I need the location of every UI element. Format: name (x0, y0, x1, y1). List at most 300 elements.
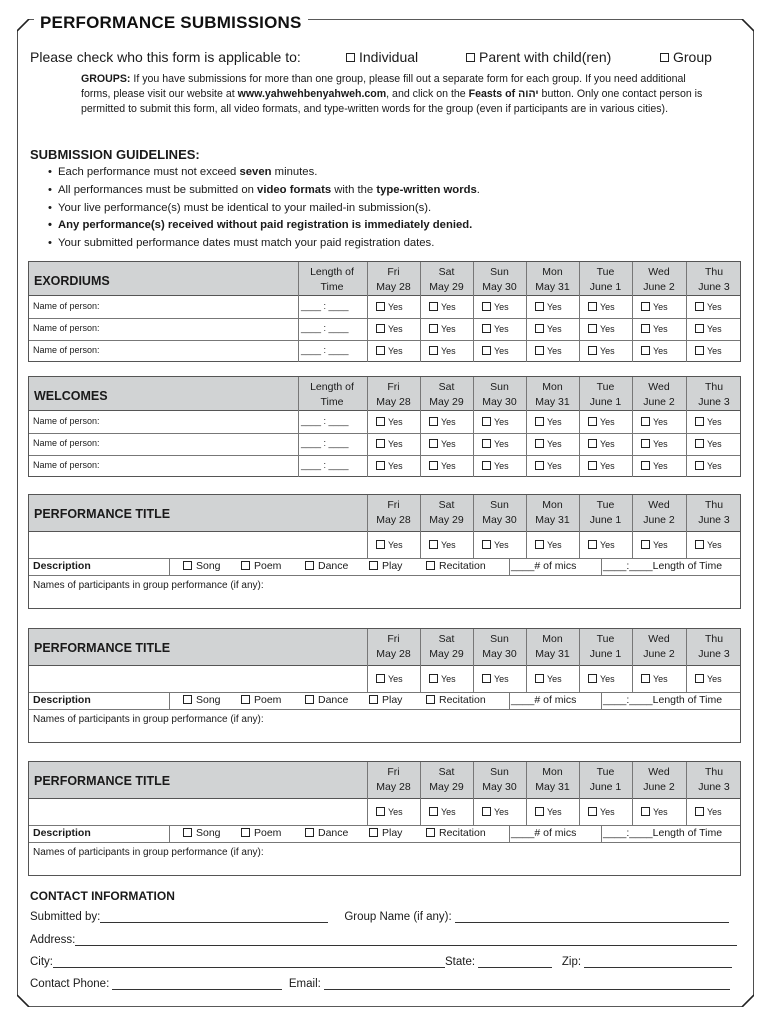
day-header-tue: Tue June 1 (589, 381, 622, 408)
yes-checkbox[interactable]: Yes (695, 346, 722, 356)
column-divider (601, 825, 602, 842)
column-divider (509, 825, 510, 842)
column-divider (420, 629, 421, 692)
row-divider (29, 340, 740, 341)
yes-checkbox[interactable]: Yes (535, 807, 562, 817)
column-divider (169, 692, 170, 709)
column-divider (420, 762, 421, 825)
column-divider (526, 629, 527, 692)
column-divider (509, 558, 510, 575)
yes-checkbox[interactable]: Yes (376, 346, 403, 356)
column-divider (632, 377, 633, 477)
performance-title-field[interactable] (29, 666, 367, 692)
mics-field[interactable]: ____# of mics (511, 694, 577, 706)
checkbox[interactable] (183, 561, 192, 570)
yes-checkbox[interactable]: Yes (588, 302, 615, 312)
applicable-row (30, 49, 712, 65)
submitted-by-field[interactable] (100, 912, 328, 923)
length-field[interactable]: ____ : ____ (301, 438, 349, 448)
yes-checkbox[interactable]: Yes (641, 439, 668, 449)
column-divider (526, 762, 527, 825)
checkbox[interactable] (466, 53, 475, 62)
checkbox[interactable] (429, 324, 438, 333)
yes-checkbox[interactable]: Yes (376, 302, 403, 312)
checkbox[interactable] (588, 674, 597, 683)
day-header-mon: Mon May 31 (535, 499, 570, 526)
yes-checkbox[interactable]: Yes (429, 461, 456, 471)
option-individual[interactable]: Individual (346, 49, 418, 65)
mics-field[interactable]: ____# of mics (511, 827, 577, 839)
name-of-person-field[interactable]: Name of person: (33, 416, 100, 426)
column-divider (601, 558, 602, 575)
yes-checkbox[interactable]: Yes (695, 674, 722, 684)
yes-checkbox[interactable]: Yes (535, 461, 562, 471)
type-option-song[interactable]: Song (183, 560, 221, 572)
yes-checkbox[interactable]: Yes (482, 674, 509, 684)
checkbox[interactable] (429, 807, 438, 816)
yes-checkbox[interactable]: Yes (641, 674, 668, 684)
performance-title-field[interactable] (29, 799, 367, 825)
row-divider (29, 433, 740, 434)
column-divider (473, 762, 474, 825)
address-field[interactable] (75, 935, 737, 946)
checkbox[interactable] (305, 828, 314, 837)
checkbox[interactable] (535, 324, 544, 333)
day-header-sat: Sat May 29 (429, 499, 464, 526)
row-divider (29, 825, 740, 826)
checkbox[interactable] (535, 346, 544, 355)
checkbox[interactable] (641, 540, 650, 549)
checkbox[interactable] (535, 540, 544, 549)
exordiums-section (28, 261, 741, 362)
column-divider (473, 629, 474, 692)
checkbox[interactable] (241, 561, 250, 570)
yes-checkbox[interactable]: Yes (588, 461, 615, 471)
yes-checkbox[interactable]: Yes (482, 807, 509, 817)
yes-checkbox[interactable]: Yes (641, 302, 668, 312)
yes-checkbox[interactable]: Yes (535, 417, 562, 427)
yes-checkbox[interactable]: Yes (641, 346, 668, 356)
yes-checkbox[interactable]: Yes (641, 324, 668, 334)
section-title: WELCOMES (34, 389, 108, 403)
checkbox[interactable] (588, 417, 597, 426)
email-field[interactable] (324, 979, 730, 990)
option-group[interactable]: Group (660, 49, 712, 65)
yes-checkbox[interactable]: Yes (695, 807, 722, 817)
yes-checkbox[interactable]: Yes (376, 417, 403, 427)
yes-checkbox[interactable]: Yes (695, 324, 722, 334)
checkbox[interactable] (183, 828, 192, 837)
yes-checkbox[interactable]: Yes (429, 674, 456, 684)
checkbox[interactable] (641, 417, 650, 426)
type-option-recitation[interactable]: Recitation (426, 694, 486, 706)
contact-row-4: Contact Phone: Email: (30, 978, 730, 990)
row-divider (29, 692, 740, 693)
length-field[interactable]: ____ : ____ (301, 301, 349, 311)
yes-checkbox[interactable]: Yes (535, 346, 562, 356)
column-divider (686, 495, 687, 558)
checkbox[interactable] (376, 461, 385, 470)
column-divider (169, 825, 170, 842)
column-divider (686, 762, 687, 825)
checkbox[interactable] (695, 807, 704, 816)
row-divider (29, 455, 740, 456)
yes-checkbox[interactable]: Yes (429, 302, 456, 312)
checkbox[interactable] (369, 561, 378, 570)
checkbox[interactable] (641, 461, 650, 470)
section-title: EXORDIUMS (34, 274, 110, 288)
type-option-recitation[interactable]: Recitation (426, 827, 486, 839)
checkbox[interactable] (535, 417, 544, 426)
participants-field[interactable]: Names of participants in group performance (if any): (33, 714, 264, 725)
column-divider (420, 262, 421, 362)
checkbox[interactable] (482, 417, 491, 426)
welcomes-section (28, 376, 741, 477)
contact-row-3: City: State: Zip: (30, 956, 732, 968)
participants-field[interactable]: Names of participants in group performance (if any): (33, 580, 264, 591)
day-header-sat: Sat May 29 (429, 766, 464, 793)
type-option-poem[interactable]: Poem (241, 694, 281, 706)
yes-checkbox[interactable]: Yes (588, 807, 615, 817)
day-header-sun: Sun May 30 (482, 766, 517, 793)
guideline-item: • Each performance must not exceed seven minutes. (58, 164, 480, 182)
column-divider (632, 629, 633, 692)
yes-checkbox[interactable]: Yes (535, 324, 562, 334)
checkbox[interactable] (429, 461, 438, 470)
checkbox[interactable] (482, 674, 491, 683)
group-name-field[interactable] (455, 912, 729, 923)
checkbox[interactable] (695, 439, 704, 448)
column-divider (526, 377, 527, 477)
day-header-thu: Thu June 3 (698, 633, 730, 660)
day-header-sat: Sat May 29 (429, 381, 464, 408)
yes-checkbox[interactable]: Yes (695, 540, 722, 550)
performance-title-field[interactable] (29, 532, 367, 558)
guideline-item: • Your live performance(s) must be identical to your mailed-in submission(s). (58, 200, 480, 218)
checkbox[interactable] (482, 346, 491, 355)
column-divider (632, 762, 633, 825)
checkbox[interactable] (641, 807, 650, 816)
checkbox[interactable] (305, 695, 314, 704)
type-option-song[interactable]: Song (183, 827, 221, 839)
checkbox[interactable] (376, 324, 385, 333)
checkbox[interactable] (482, 302, 491, 311)
yes-checkbox[interactable]: Yes (535, 302, 562, 312)
contact-row-1: Submitted by: Group Name (if any): (30, 911, 729, 923)
yes-checkbox[interactable]: Yes (588, 324, 615, 334)
column-divider (579, 762, 580, 825)
day-header-sat: Sat May 29 (429, 266, 464, 293)
yes-checkbox[interactable]: Yes (482, 417, 509, 427)
day-header-mon: Mon May 31 (535, 266, 570, 293)
yes-checkbox[interactable]: Yes (588, 417, 615, 427)
page-title: PERFORMANCE SUBMISSIONS (34, 13, 308, 33)
checkbox[interactable] (369, 695, 378, 704)
length-field[interactable]: ____ : ____ (301, 460, 349, 470)
type-option-play[interactable]: Play (369, 560, 402, 572)
section-title: PERFORMANCE TITLE (34, 507, 171, 521)
contact-row-2: Address: (30, 934, 737, 946)
checkbox[interactable] (482, 807, 491, 816)
checkbox[interactable] (588, 439, 597, 448)
column-divider (473, 377, 474, 477)
checkbox[interactable] (426, 695, 435, 704)
yes-checkbox[interactable]: Yes (641, 417, 668, 427)
yes-checkbox[interactable]: Yes (429, 417, 456, 427)
checkbox[interactable] (482, 439, 491, 448)
column-divider (367, 629, 368, 692)
website-link[interactable]: www.yahwehbenyahweh.com (237, 88, 387, 100)
column-divider (579, 629, 580, 692)
length-field[interactable]: ____ : ____ (301, 416, 349, 426)
phone-field[interactable] (112, 979, 282, 990)
length-field[interactable]: ____ : ____ (301, 323, 349, 333)
day-header-mon: Mon May 31 (535, 633, 570, 660)
participants-field[interactable]: Names of participants in group performance (if any): (33, 847, 264, 858)
yes-checkbox[interactable]: Yes (695, 439, 722, 449)
column-divider (298, 377, 299, 477)
day-header-sun: Sun May 30 (482, 633, 517, 660)
checkbox[interactable] (695, 674, 704, 683)
column-divider (367, 762, 368, 825)
checkbox[interactable] (641, 439, 650, 448)
column-divider (473, 262, 474, 362)
yes-checkbox[interactable]: Yes (535, 674, 562, 684)
column-divider (367, 495, 368, 558)
checkbox[interactable] (376, 807, 385, 816)
guidelines-list (58, 164, 480, 253)
name-of-person-field[interactable]: Name of person: (33, 438, 100, 448)
checkbox[interactable] (535, 439, 544, 448)
row-divider (29, 558, 740, 559)
column-divider (601, 692, 602, 709)
checkbox[interactable] (695, 417, 704, 426)
checkbox[interactable] (429, 540, 438, 549)
checkbox[interactable] (426, 828, 435, 837)
checkbox[interactable] (429, 417, 438, 426)
checkbox[interactable] (535, 302, 544, 311)
mics-field[interactable]: ____# of mics (511, 560, 577, 572)
checkbox[interactable] (588, 807, 597, 816)
type-option-dance[interactable]: Dance (305, 827, 348, 839)
yes-checkbox[interactable]: Yes (641, 540, 668, 550)
yes-checkbox[interactable]: Yes (376, 461, 403, 471)
checkbox[interactable] (376, 346, 385, 355)
city-field[interactable] (53, 957, 445, 968)
description-label: Description (33, 694, 91, 706)
yes-checkbox[interactable]: Yes (376, 439, 403, 449)
type-option-play[interactable]: Play (369, 694, 402, 706)
name-of-person-field[interactable]: Name of person: (33, 460, 100, 470)
checkbox[interactable] (535, 674, 544, 683)
checkbox[interactable] (641, 674, 650, 683)
day-header-wed: Wed June 2 (643, 633, 675, 660)
yes-checkbox[interactable]: Yes (588, 540, 615, 550)
yes-checkbox[interactable]: Yes (535, 439, 562, 449)
type-option-dance[interactable]: Dance (305, 694, 348, 706)
performance-section-3 (28, 761, 741, 876)
performance-section-2 (28, 628, 741, 743)
checkbox[interactable] (695, 302, 704, 311)
column-divider (509, 692, 510, 709)
length-field[interactable]: ____ : ____ (301, 345, 349, 355)
day-header-sun: Sun May 30 (482, 266, 517, 293)
yes-checkbox[interactable]: Yes (429, 346, 456, 356)
yes-checkbox[interactable]: Yes (695, 461, 722, 471)
checkbox[interactable] (695, 540, 704, 549)
yes-checkbox[interactable]: Yes (588, 346, 615, 356)
yes-checkbox[interactable]: Yes (482, 540, 509, 550)
checkbox[interactable] (535, 461, 544, 470)
checkbox[interactable] (660, 53, 669, 62)
yes-checkbox[interactable]: Yes (429, 324, 456, 334)
type-option-play[interactable]: Play (369, 827, 402, 839)
description-label: Description (33, 560, 91, 572)
checkbox[interactable] (376, 302, 385, 311)
checkbox[interactable] (641, 346, 650, 355)
day-header-tue: Tue June 1 (589, 766, 622, 793)
column-divider (686, 629, 687, 692)
column-divider (686, 377, 687, 477)
guideline-item: • Your submitted performance dates must match your paid registration dates. (58, 235, 480, 253)
yes-checkbox[interactable]: Yes (376, 674, 403, 684)
yes-checkbox[interactable]: Yes (376, 324, 403, 334)
yes-checkbox[interactable]: Yes (376, 540, 403, 550)
column-divider (298, 262, 299, 362)
length-of-time-header: Length of Time (310, 381, 354, 408)
checkbox[interactable] (588, 324, 597, 333)
name-of-person-field[interactable]: Name of person: (33, 301, 100, 311)
column-divider (526, 262, 527, 362)
column-divider (367, 262, 368, 362)
checkbox[interactable] (482, 324, 491, 333)
checkbox[interactable] (429, 439, 438, 448)
yes-checkbox[interactable]: Yes (482, 324, 509, 334)
column-divider (420, 377, 421, 477)
yes-checkbox[interactable]: Yes (429, 540, 456, 550)
option-parent[interactable]: Parent with child(ren) (466, 49, 611, 65)
checkbox[interactable] (588, 540, 597, 549)
type-option-dance[interactable]: Dance (305, 560, 348, 572)
checkbox[interactable] (695, 461, 704, 470)
name-of-person-field[interactable]: Name of person: (33, 323, 100, 333)
yes-checkbox[interactable]: Yes (641, 461, 668, 471)
checkbox[interactable] (641, 302, 650, 311)
type-option-recitation[interactable]: Recitation (426, 560, 486, 572)
type-option-poem[interactable]: Poem (241, 560, 281, 572)
day-header-sun: Sun May 30 (482, 381, 517, 408)
column-divider (632, 262, 633, 362)
day-header-thu: Thu June 3 (698, 266, 730, 293)
checkbox[interactable] (482, 461, 491, 470)
column-divider (473, 495, 474, 558)
checkbox[interactable] (429, 346, 438, 355)
checkbox[interactable] (376, 417, 385, 426)
yes-checkbox[interactable]: Yes (535, 540, 562, 550)
checkbox[interactable] (376, 540, 385, 549)
checkbox[interactable] (588, 461, 597, 470)
yes-checkbox[interactable]: Yes (429, 439, 456, 449)
length-field[interactable]: ____:____Length of Time (603, 560, 723, 572)
checkbox[interactable] (429, 302, 438, 311)
checkbox[interactable] (695, 346, 704, 355)
yes-checkbox[interactable]: Yes (429, 807, 456, 817)
yes-checkbox[interactable]: Yes (641, 807, 668, 817)
checkbox[interactable] (535, 807, 544, 816)
day-header-tue: Tue June 1 (589, 633, 622, 660)
checkbox[interactable] (641, 324, 650, 333)
yes-checkbox[interactable]: Yes (482, 461, 509, 471)
length-field[interactable]: ____:____Length of Time (603, 694, 723, 706)
checkbox[interactable] (376, 674, 385, 683)
checkbox[interactable] (346, 53, 355, 62)
checkbox[interactable] (588, 346, 597, 355)
groups-note: GROUPS: If you have submissions for more than one group, please fill out a separate form for each group. If you need additional forms, please visit our website at www.yahwehbenyahweh.com, and click on the Feasts of יהוה button. Only one contact person is permitted to submit this form, all video formats, and type-written words for the group (even if participants are in various cities). (81, 73, 703, 115)
checkbox[interactable] (695, 324, 704, 333)
state-field[interactable] (478, 957, 552, 968)
guideline-item: • Any performance(s) received without paid registration is immediately denied. (58, 217, 480, 235)
yes-checkbox[interactable]: Yes (695, 417, 722, 427)
checkbox[interactable] (376, 439, 385, 448)
type-option-song[interactable]: Song (183, 694, 221, 706)
zip-field[interactable] (584, 957, 732, 968)
checkbox[interactable] (241, 695, 250, 704)
day-header-wed: Wed June 2 (643, 381, 675, 408)
day-header-wed: Wed June 2 (643, 499, 675, 526)
day-header-fri: Fri May 28 (376, 499, 411, 526)
checkbox[interactable] (241, 828, 250, 837)
yes-checkbox[interactable]: Yes (482, 439, 509, 449)
yes-checkbox[interactable]: Yes (695, 302, 722, 312)
column-divider (579, 262, 580, 362)
performance-section-1 (28, 494, 741, 609)
guidelines-heading: SUBMISSION GUIDELINES: (30, 147, 200, 162)
checkbox[interactable] (429, 674, 438, 683)
name-of-person-field[interactable]: Name of person: (33, 345, 100, 355)
length-field[interactable]: ____:____Length of Time (603, 827, 723, 839)
day-header-thu: Thu June 3 (698, 499, 730, 526)
day-header-sat: Sat May 29 (429, 633, 464, 660)
checkbox[interactable] (588, 302, 597, 311)
day-header-sun: Sun May 30 (482, 499, 517, 526)
guideline-item: • All performances must be submitted on video formats with the type-written words. (58, 182, 480, 200)
yes-checkbox[interactable]: Yes (482, 346, 509, 356)
column-divider (420, 495, 421, 558)
checkbox[interactable] (426, 561, 435, 570)
checkbox[interactable] (482, 540, 491, 549)
day-header-fri: Fri May 28 (376, 766, 411, 793)
day-header-mon: Mon May 31 (535, 766, 570, 793)
yes-checkbox[interactable]: Yes (482, 302, 509, 312)
checkbox[interactable] (183, 695, 192, 704)
applicable-prompt: Please check who this form is applicable to: (30, 49, 301, 65)
yes-checkbox[interactable]: Yes (588, 439, 615, 449)
column-divider (579, 495, 580, 558)
day-header-mon: Mon May 31 (535, 381, 570, 408)
row-divider (29, 842, 740, 843)
checkbox[interactable] (305, 561, 314, 570)
length-of-time-header: Length of Time (310, 266, 354, 293)
day-header-fri: Fri May 28 (376, 266, 411, 293)
checkbox[interactable] (369, 828, 378, 837)
day-header-thu: Thu June 3 (698, 381, 730, 408)
yes-checkbox[interactable]: Yes (376, 807, 403, 817)
yes-checkbox[interactable]: Yes (588, 674, 615, 684)
type-option-poem[interactable]: Poem (241, 827, 281, 839)
day-header-thu: Thu June 3 (698, 766, 730, 793)
row-divider (29, 575, 740, 576)
row-divider (29, 318, 740, 319)
